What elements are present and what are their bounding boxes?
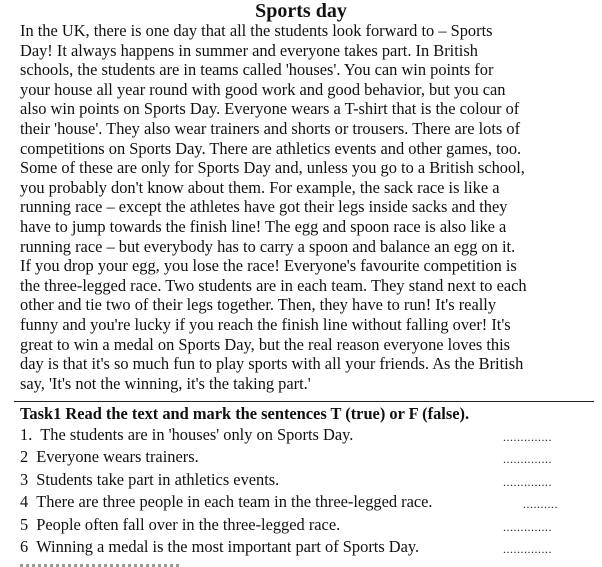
passage-line: day is that it's so much fun to play sports with all your friends. As the British (20, 354, 524, 374)
task-item-number: 2 (20, 447, 29, 467)
task-item-text: Everyone wears trainers. (36, 447, 199, 467)
answer-blank[interactable]: .............. (503, 474, 552, 489)
answer-blank[interactable]: .............. (503, 541, 552, 556)
task-item (20, 514, 580, 536)
passage-line: the three-legged race. Two students are in each team. They stand next to each (20, 275, 527, 295)
reading-passage (20, 21, 592, 393)
passage-line: In the UK, there is one day that all the students look forward to – Sports (20, 21, 493, 40)
passage-line: Some of these are only for Sports Day and, unless you go to a British school, (20, 158, 525, 178)
task-heading: Task1 Read the text and mark the sentences T (true) or F (false). (20, 404, 470, 423)
answer-blank[interactable]: .......... (523, 497, 558, 512)
passage-line: running race – but everybody has to carry a spoon and balance an egg on it. (20, 236, 516, 256)
passage-line: Day! It always happens in summer and everyone takes part. In British (20, 40, 478, 60)
passage-line: other and tie two of their legs together. Then, they have to run! It's really (20, 295, 497, 315)
task-item-text: The students are in 'houses' only on Sports Day. (40, 425, 354, 444)
passage-line: say, 'It's not the winning, it's the taking part.' (20, 373, 311, 393)
task-item-text: Winning a medal is the most important part of Sports Day. (36, 536, 420, 556)
task-item (20, 469, 580, 491)
section-divider (14, 401, 594, 402)
task-item-number: 5 (20, 514, 29, 534)
passage-line: your house all year round with good work and good behavior, but you can (20, 79, 506, 99)
task-item-number: 1. (20, 425, 33, 444)
answer-blank[interactable]: .............. (503, 452, 552, 467)
passage-line: their 'house'. They also wear trainers and shorts or trousers. There are lots of (20, 118, 521, 138)
task-item-number: 6 (20, 536, 29, 556)
task-item (20, 446, 580, 468)
task-item-text: There are three people in each team in the three-legged race. (36, 492, 433, 512)
task-item (20, 424, 580, 446)
cropped-next-line (20, 561, 320, 567)
passage-line: you probably don't know about them. For example, the sack race is like a (20, 177, 500, 197)
passage-line: have to jump towards the finish line! The egg and spoon race is also like a (20, 216, 507, 236)
answer-blank[interactable]: .............. (503, 430, 552, 444)
passage-line: great to win a medal on Sports Day, but the real reason everyone loves this (20, 334, 511, 354)
passage-line: funny and you're lucky if you reach the finish line without falling over! It's (20, 314, 511, 334)
task-item-number: 3 (20, 469, 29, 489)
page-title: Sports day (255, 0, 347, 22)
passage-line: running race – except the athletes have got their legs inside sacks and they (20, 197, 508, 217)
passage-line: If you drop your egg, you lose the race! Everyone's favourite competition is (20, 256, 517, 276)
task-item (20, 491, 580, 513)
passage-line: competitions on Sports Day. There are athletics events and other games, too. (20, 138, 522, 158)
task-item-text: Students take part in athletics events. (36, 469, 280, 489)
answer-blank[interactable]: .............. (503, 519, 552, 534)
passage-line: schools, the students are in teams called 'houses'. You can win points for (20, 60, 494, 80)
task-item-text: People often fall over in the three-legged race. (36, 514, 341, 534)
task-item (20, 536, 580, 558)
task-list (20, 424, 580, 558)
passage-line: also win points on Sports Day. Everyone wears a T-shirt that is the colour of (20, 99, 520, 119)
task-item-number: 4 (20, 492, 29, 512)
